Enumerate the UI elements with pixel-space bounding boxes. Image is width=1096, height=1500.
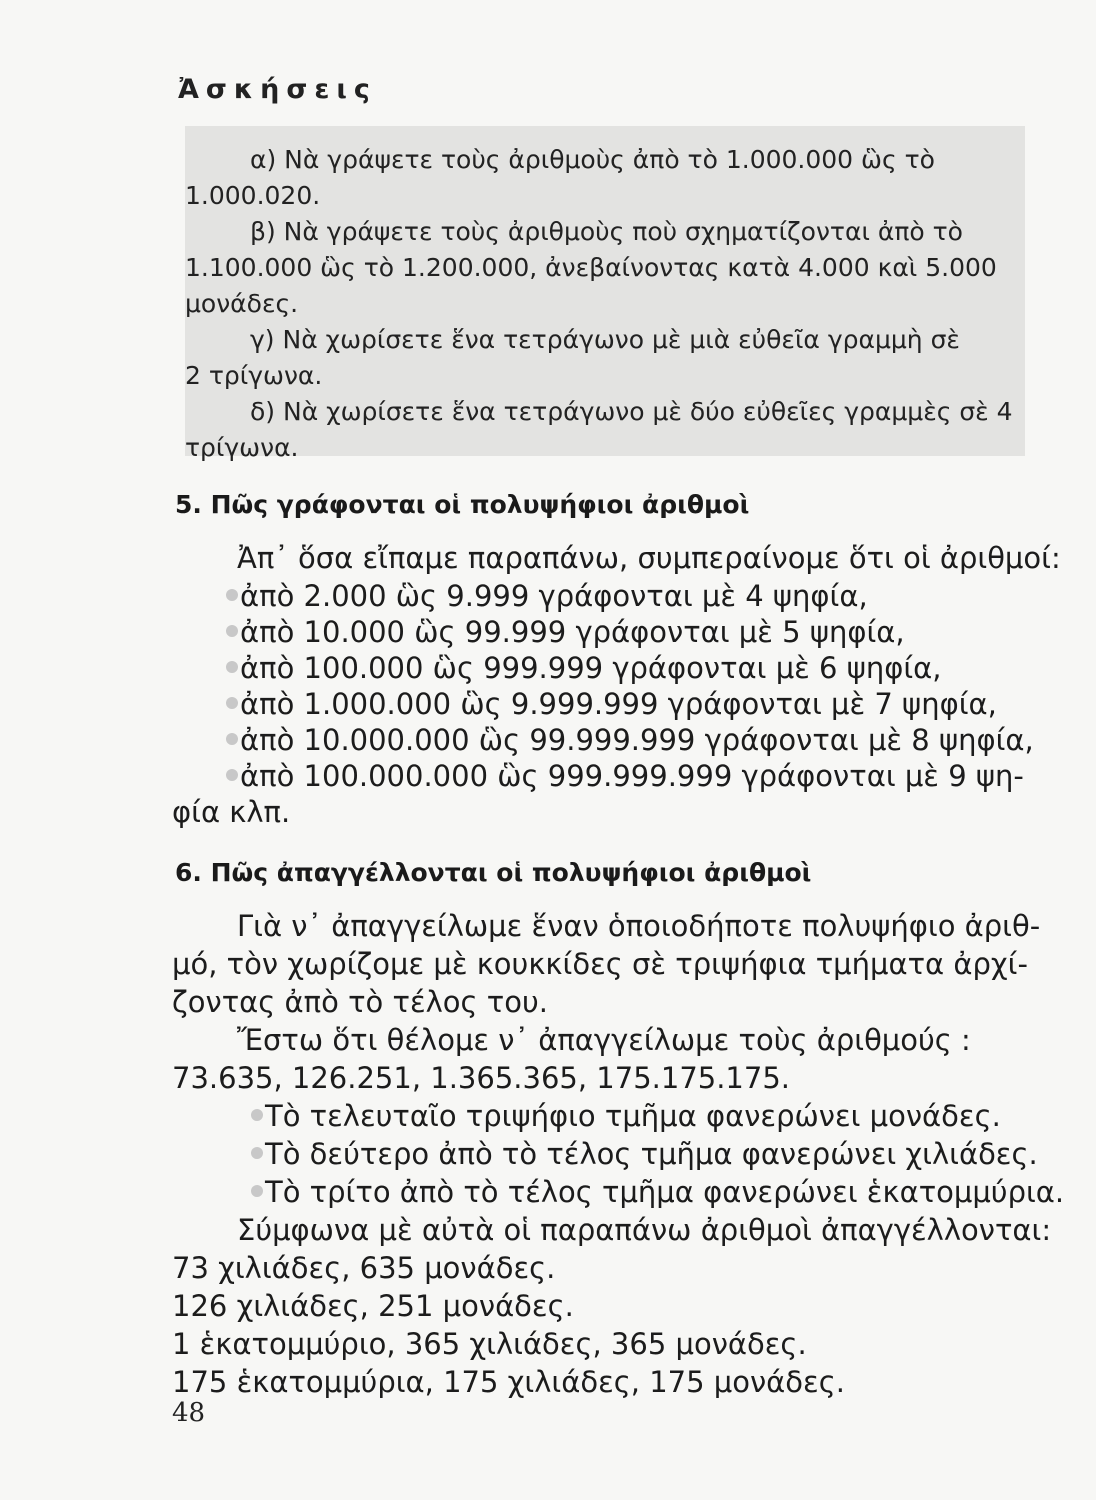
bullet-dot-icon: [226, 589, 238, 601]
section-5-tail: φία κλπ.: [172, 795, 291, 829]
paragraph-line: Σύμφωνα μὲ αὐτὰ οἱ παραπάνω ἀριθμοὶ ἀπαγγέλλονται:: [237, 1213, 1052, 1247]
paragraph-line: μό, τὸν χωρίζομε μὲ κουκκίδες σὲ τριψήφια τμήματα ἀρχί-: [172, 947, 1028, 981]
list-item: [240, 650, 1060, 686]
exercise-line: 2 τρίγωνα.: [185, 361, 323, 390]
exercise-line: μονάδες.: [185, 289, 299, 318]
exercise-line: γ) Νὰ χωρίσετε ἕνα τετράγωνο μὲ μιὰ εὐθεῖα γραμμὴ σὲ: [250, 325, 960, 354]
section-6-heading: 6. Πῶς ἀπαγγέλλονται οἱ πολυψήφιοι ἀριθμοὶ: [175, 858, 812, 887]
list-item: [240, 758, 1060, 794]
list-item: [265, 1136, 1085, 1172]
page-number: 48: [172, 1398, 206, 1428]
section-5-heading: 5. Πῶς γράφονται οἱ πολυψήφιοι ἀριθμοὶ: [175, 490, 750, 519]
exercise-line: β) Νὰ γράψετε τοὺς ἀριθμοὺς ποὺ σχηματίζονται ἀπὸ τὸ: [250, 217, 963, 246]
list-item: [240, 614, 1060, 650]
list-item: [240, 578, 1060, 614]
list-item-text: ἀπὸ 1.000.000 ὣς 9.999.999 γράφονται μὲ 7 ψηφία,: [240, 687, 997, 721]
list-item: [265, 1174, 1085, 1210]
exercise-line: τρίγωνα.: [185, 433, 299, 462]
paragraph-line: 73.635, 126.251, 1.365.365, 175.175.175.: [172, 1061, 791, 1095]
bullet-dot-icon: [226, 697, 238, 709]
result-line: 73 χιλιάδες, 635 μονάδες.: [172, 1251, 556, 1285]
paragraph-line: Γιὰ ν᾽ ἀπαγγείλωμε ἕναν ὁποιοδήποτε πολυψήφιο ἀριθ-: [237, 909, 1041, 943]
list-item: [240, 686, 1060, 722]
list-item-text: ἀπὸ 10.000.000 ὣς 99.999.999 γράφονται μὲ 8 ψηφία,: [240, 723, 1034, 757]
list-item-text: ἀπὸ 2.000 ὣς 9.999 γράφονται μὲ 4 ψηφία,: [240, 579, 868, 613]
result-line: 175 ἑκατομμύρια, 175 χιλιάδες, 175 μονάδες.: [172, 1365, 845, 1399]
section-5-intro: Ἀπ᾽ ὅσα εἴπαμε παραπάνω, συμπεραίνομε ὅτι οἱ ἀριθμοί:: [237, 541, 1061, 575]
list-item: [265, 1098, 1085, 1134]
bullet-dot-icon: [226, 661, 238, 673]
list-item-text: Τὸ τελευταῖο τριψήφιο τμῆμα φανερώνει μονάδες.: [265, 1099, 1001, 1133]
exercise-line: δ) Νὰ χωρίσετε ἕνα τετράγωνο μὲ δύο εὐθεῖες γραμμὲς σὲ 4: [250, 397, 1013, 426]
result-line: 126 χιλιάδες, 251 μονάδες.: [172, 1289, 574, 1323]
list-item: [240, 722, 1060, 758]
exercise-line: α) Νὰ γράψετε τοὺς ἀριθμοὺς ἀπὸ τὸ 1.000.000 ὣς τὸ: [250, 145, 935, 174]
bullet-dot-icon: [251, 1185, 263, 1197]
paragraph-line: Ἔστω ὅτι θέλομε ν᾽ ἀπαγγείλωμε τοὺς ἀριθμούς :: [237, 1023, 971, 1057]
bullet-dot-icon: [226, 769, 238, 781]
paragraph-line: ζοντας ἀπὸ τὸ τέλος του.: [172, 985, 548, 1019]
list-item-text: ἀπὸ 100.000.000 ὣς 999.999.999 γράφονται μὲ 9 ψη-: [240, 759, 1024, 793]
list-item-text: ἀπὸ 100.000 ὣς 999.999 γράφονται μὲ 6 ψηφία,: [240, 651, 942, 685]
result-line: 1 ἑκατομμύριο, 365 χιλιάδες, 365 μονάδες.: [172, 1327, 807, 1361]
bullet-dot-icon: [251, 1147, 263, 1159]
bullet-dot-icon: [251, 1109, 263, 1121]
exercises-title: Ἀσκήσεις: [178, 74, 377, 105]
exercise-line: 1.100.000 ὣς τὸ 1.200.000, ἀνεβαίνοντας κατὰ 4.000 καὶ 5.000: [185, 253, 997, 282]
bullet-dot-icon: [226, 625, 238, 637]
list-item-text: Τὸ δεύτερο ἀπὸ τὸ τέλος τμῆμα φανερώνει χιλιάδες.: [265, 1137, 1038, 1171]
list-item-text: ἀπὸ 10.000 ὣς 99.999 γράφονται μὲ 5 ψηφία,: [240, 615, 905, 649]
bullet-dot-icon: [226, 733, 238, 745]
list-item-text: Τὸ τρίτο ἀπὸ τὸ τέλος τμῆμα φανερώνει ἑκατομμύρια.: [265, 1175, 1065, 1209]
exercise-line: 1.000.020.: [185, 181, 321, 210]
